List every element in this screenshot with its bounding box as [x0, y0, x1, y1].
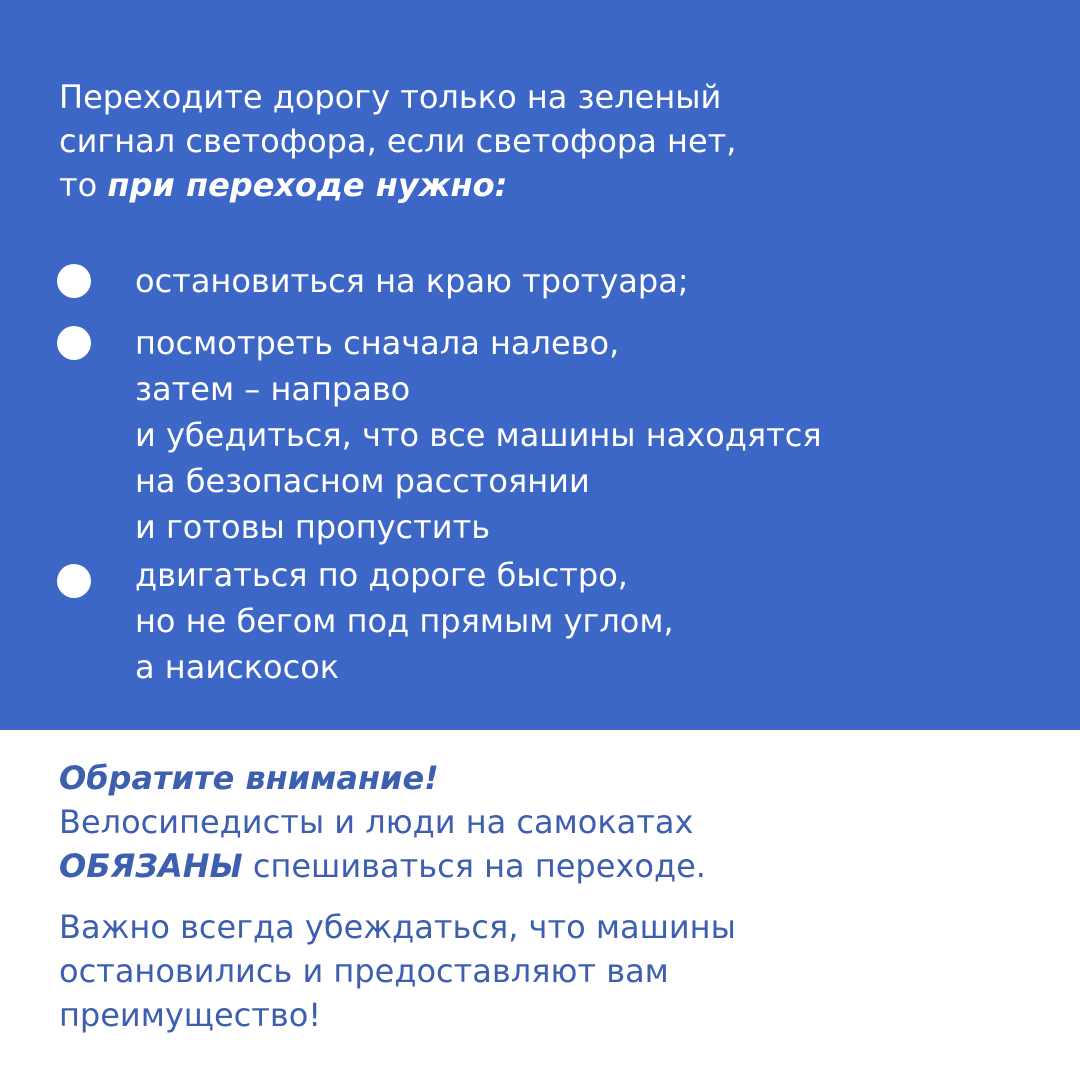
- obliged-emphasis: ОБЯЗАНЫ: [59, 847, 243, 885]
- intro-text: [59, 75, 1019, 207]
- dismount-text: спешиваться на переходе.: [242, 847, 706, 885]
- dismount-line: [59, 844, 1039, 888]
- bullet-icon: [57, 564, 91, 598]
- important-line-1: Важно всегда убеждаться, что машины: [59, 908, 736, 946]
- intro-line-3-prefix: то: [59, 166, 108, 204]
- rule-text: [135, 552, 1035, 690]
- rule-line: посмотреть сначала налево,: [135, 324, 620, 362]
- rule-line: но не бегом под прямым углом,: [135, 602, 674, 640]
- rule-text: [135, 320, 1035, 550]
- important-text: [59, 905, 1039, 1037]
- rule-text: [135, 258, 1035, 304]
- intro-line-3-emphasis: при переходе нужно:: [107, 166, 508, 204]
- rule-line: остановиться на краю тротуара;: [135, 262, 689, 300]
- intro-line-1: Переходите дорогу только на зеленый: [59, 78, 722, 116]
- attention-note-panel: [0, 730, 1080, 1080]
- intro-line-2: сигнал светофора, если светофора нет,: [59, 122, 737, 160]
- rule-line: и убедиться, что все машины находятся: [135, 416, 822, 454]
- rule-line: и готовы пропустить: [135, 508, 491, 546]
- rule-line: а наискосок: [135, 648, 340, 686]
- rule-line: двигаться по дороге быстро,: [135, 556, 628, 594]
- bullet-icon: [57, 264, 91, 298]
- rule-line: на безопасном расстоянии: [135, 462, 590, 500]
- important-line-3: преимущество!: [59, 996, 322, 1034]
- cyclists-line: Велосипедисты и люди на самокатах: [59, 803, 694, 841]
- bullet-icon: [57, 326, 91, 360]
- attention-heading: Обратите внимание!: [59, 759, 439, 797]
- important-line-2: остановились и предоставляют вам: [59, 952, 669, 990]
- rule-line: затем – направо: [135, 370, 411, 408]
